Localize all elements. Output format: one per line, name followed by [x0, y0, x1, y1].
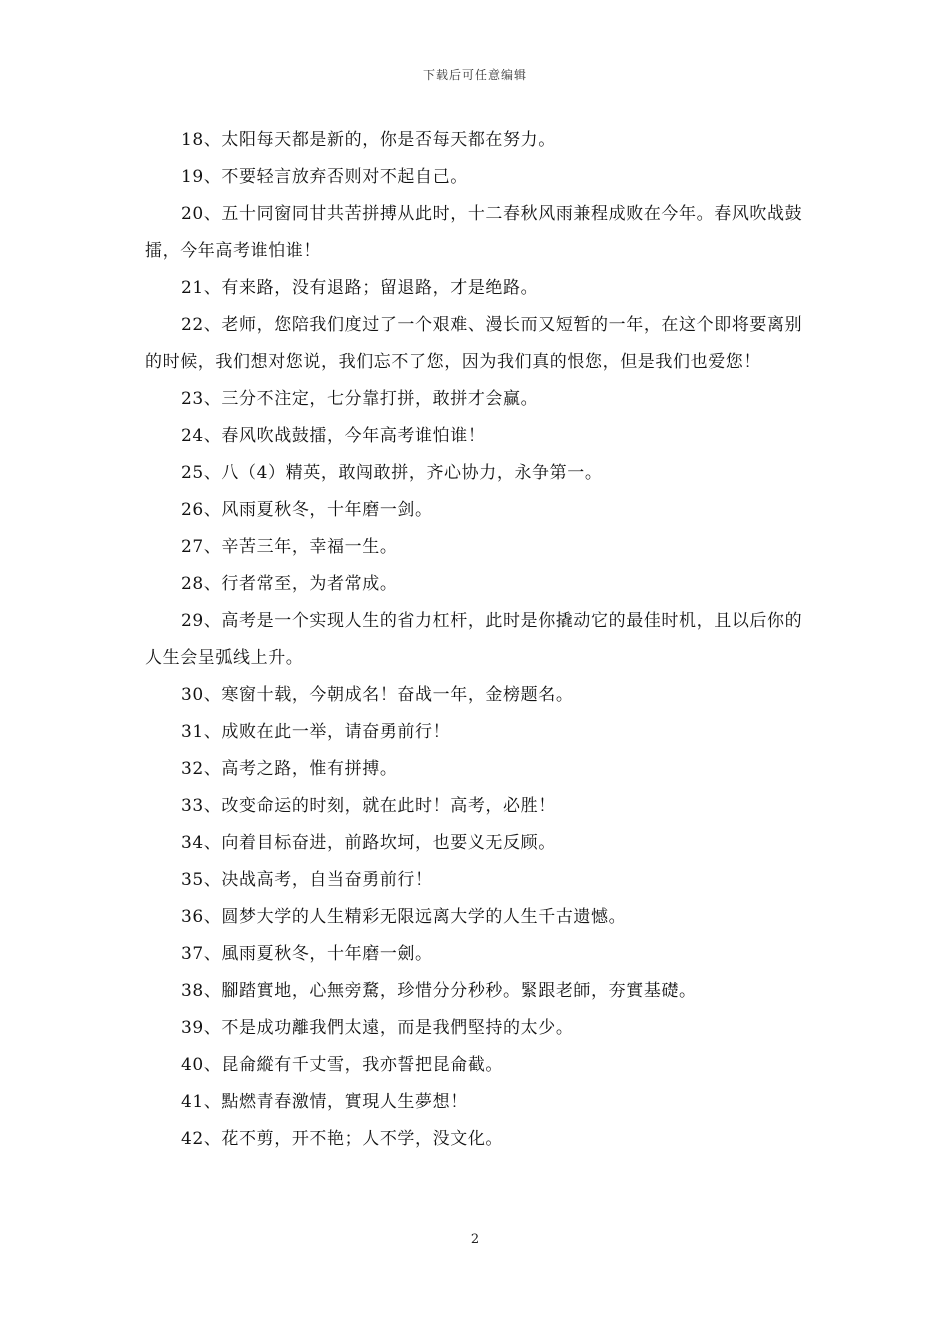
paragraph-19: 19、不要轻言放弃否则对不起自己。 — [181, 167, 468, 187]
paragraph-22: 22、老师，您陪我们度过了一个艰难、漫长而又短暂的一年，在这个即将要离别的时候，我们想对您说，我们忘不了您，因为我们真的恨您，但是我们也爱您！ — [145, 315, 803, 372]
paragraph-27: 27、辛苦三年，幸福一生。 — [181, 537, 398, 557]
paragraph-37: 37、風雨夏秋冬，十年磨一劍。 — [181, 944, 433, 964]
paragraph-20: 20、五十同窗同甘共苦拼搏从此时，十二春秋风雨兼程成败在今年。春风吹战鼓擂，今年高考谁怕谁！ — [145, 204, 803, 261]
paragraph-31: 31、成败在此一举，请奋勇前行！ — [181, 722, 451, 742]
paragraph-26: 26、风雨夏秋冬，十年磨一剑。 — [181, 500, 433, 520]
page-header: 下载后可任意编辑 — [422, 68, 527, 82]
paragraph-30: 30、寒窗十载，今朝成名！奋战一年，金榜题名。 — [181, 685, 574, 705]
paragraph-18: 18、太阳每天都是新的，你是否每天都在努力。 — [181, 130, 556, 150]
paragraph-32: 32、高考之路，惟有拼搏。 — [181, 759, 398, 779]
document-body — [145, 122, 809, 1158]
paragraph-40: 40、昆侖縱有千丈雪，我亦誓把昆侖截。 — [181, 1055, 504, 1075]
page-number: 2 — [470, 1232, 480, 1247]
paragraph-33: 33、改变命运的时刻，就在此时！高考，必胜！ — [181, 796, 556, 816]
paragraph-28: 28、行者常至，为者常成。 — [181, 574, 398, 594]
paragraph-35: 35、决战高考，自当奋勇前行！ — [181, 870, 433, 890]
paragraph-29: 29、高考是一个实现人生的省力杠杆，此时是你撬动它的最佳时机，且以后你的人生会呈弧线上升。 — [145, 611, 803, 668]
paragraph-42: 42、花不剪，开不艳；人不学，没文化。 — [181, 1129, 504, 1149]
paragraph-41: 41、點燃青春激情，實現人生夢想！ — [181, 1092, 468, 1112]
paragraph-25: 25、八（4）精英，敢闯敢拼，齐心协力，永争第一。 — [181, 463, 603, 483]
paragraph-38: 38、腳踏實地，心無旁騖，珍惜分分秒秒。緊跟老師，夯實基礎。 — [181, 981, 697, 1001]
paragraph-36: 36、圆梦大学的人生精彩无限远离大学的人生千古遗憾。 — [181, 907, 627, 927]
paragraph-34: 34、向着目标奋进，前路坎坷，也要义无反顾。 — [181, 833, 556, 853]
paragraph-21: 21、有来路，没有退路；留退路，才是绝路。 — [181, 278, 539, 298]
paragraph-39: 39、不是成功離我們太遠，而是我們堅持的太少。 — [181, 1018, 574, 1038]
paragraph-24: 24、春风吹战鼓擂，今年高考谁怕谁！ — [181, 426, 486, 446]
paragraph-23: 23、三分不注定，七分靠打拼，敢拼才会赢。 — [181, 389, 539, 409]
